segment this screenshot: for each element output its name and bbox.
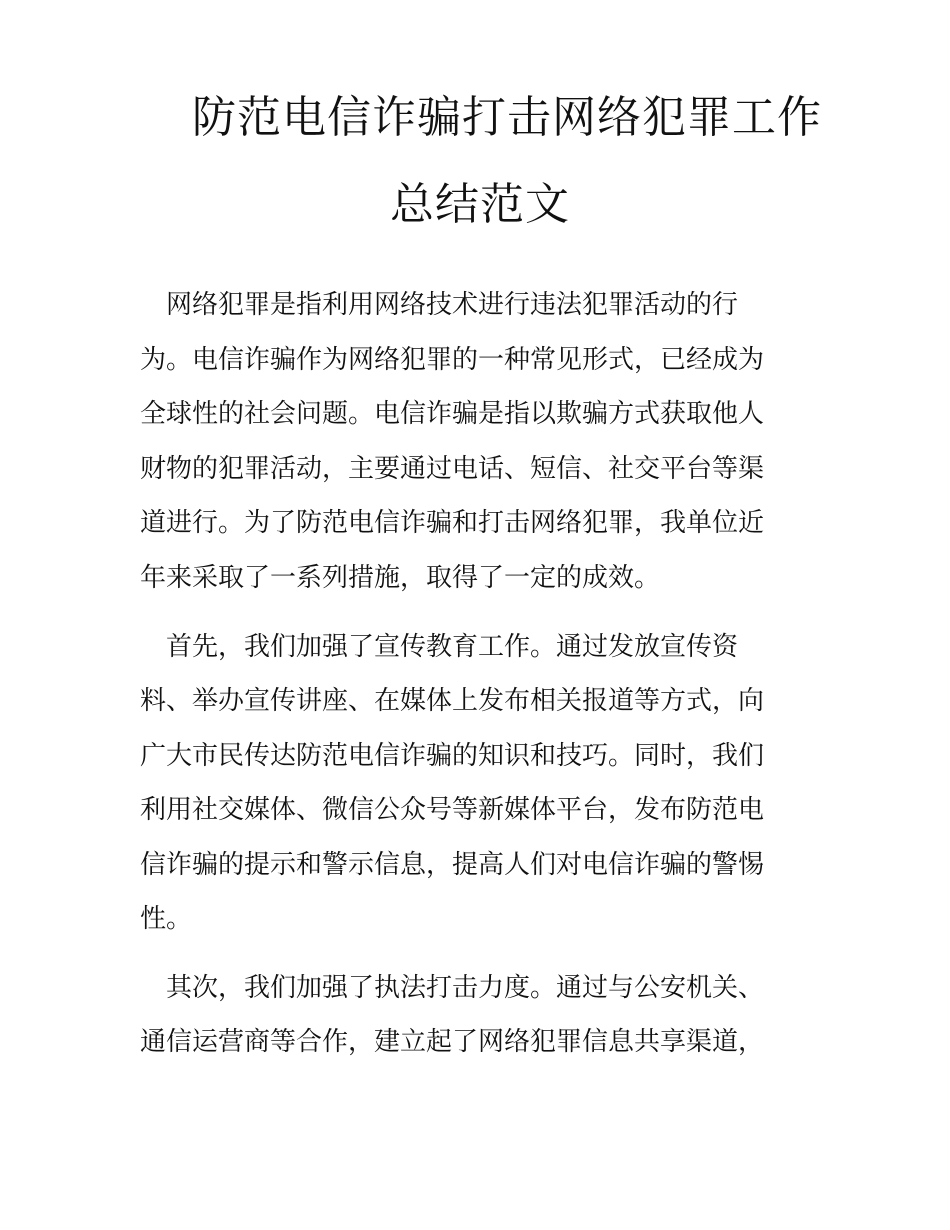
paragraph-2-line-2: 料、举办宣传讲座、在媒体上发布相关报道等方式，向 (140, 686, 765, 716)
paragraph-1-line-1: 网络犯罪是指利用网络技术进行违法犯罪活动的行 (140, 290, 739, 320)
document-title-line-1: 防范电信诈骗打击网络犯罪工作 (192, 92, 822, 143)
paragraph-1-line-4: 财物的犯罪活动，主要通过电话、短信、社交平台等渠 (140, 454, 765, 484)
paragraph-2-line-3: 广大市民传达防范电信诈骗的知识和技巧。同时，我们 (140, 741, 765, 771)
paragraph-1-line-5: 道进行。为了防范电信诈骗和打击网络犯罪，我单位近 (140, 508, 765, 538)
paragraph-1-line-6: 年来采取了一系列措施，取得了一定的成效。 (140, 563, 661, 593)
paragraph-2-line-6: 性。 (140, 904, 193, 934)
paragraph-3-line-1: 其次，我们加强了执法打击力度。通过与公安机关、 (140, 973, 765, 1003)
paragraph-2-line-5: 信诈骗的提示和警示信息，提高人们对电信诈骗的警惕 (140, 850, 765, 880)
document-title-line-2: 总结范文 (390, 179, 570, 230)
paragraph-2-line-1: 首先，我们加强了宣传教育工作。通过发放宣传资 (140, 632, 739, 662)
paragraph-1-line-2: 为。电信诈骗作为网络犯罪的一种常见形式，已经成为 (140, 345, 765, 375)
paragraph-3-line-2: 通信运营商等合作，建立起了网络犯罪信息共享渠道， (140, 1027, 765, 1057)
paragraph-1-line-3: 全球性的社会问题。电信诈骗是指以欺骗方式获取他人 (140, 399, 765, 429)
paragraph-2-line-4: 利用社交媒体、微信公众号等新媒体平台，发布防范电 (140, 795, 765, 825)
